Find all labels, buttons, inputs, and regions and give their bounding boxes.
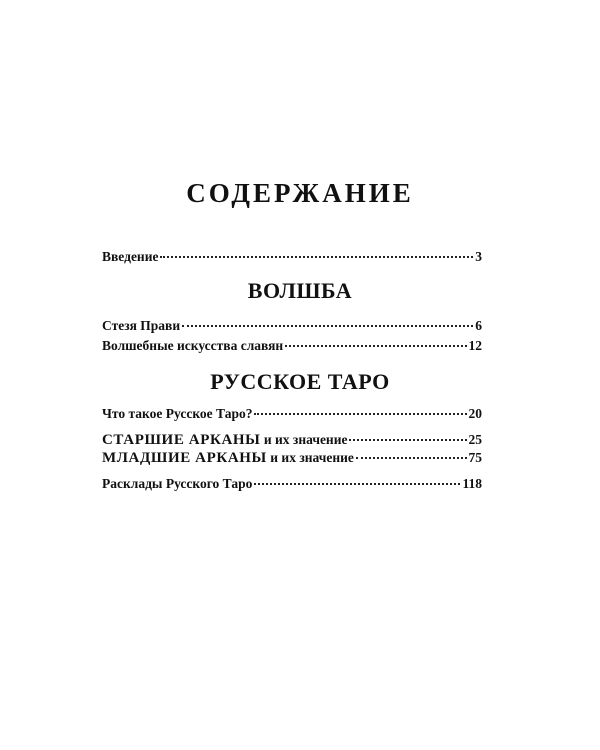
toc-entry-label-caps: СТАРШИЕ АРКАНЫ bbox=[102, 432, 261, 448]
toc-entry-page: 3 bbox=[475, 249, 482, 264]
page-title: СОДЕРЖАНИЕ bbox=[186, 178, 414, 208]
toc-entry-page: 6 bbox=[475, 318, 482, 333]
section-heading-russkoe-taro: РУССКОЕ ТАРО bbox=[210, 369, 390, 394]
dot-leader bbox=[160, 256, 473, 258]
toc-entry-label-rest: и их значение bbox=[266, 450, 354, 465]
toc-entry-label: Волшебные искусства славян bbox=[102, 338, 284, 353]
dot-leader bbox=[254, 483, 460, 485]
dot-leader bbox=[285, 345, 466, 347]
toc-entry bbox=[102, 450, 482, 466]
toc-entry bbox=[102, 476, 482, 492]
toc-entry-label: Расклады Русского Таро bbox=[102, 476, 253, 491]
toc-entry-page: 25 bbox=[468, 432, 482, 447]
toc-entry bbox=[102, 318, 482, 334]
toc-entry-label: Что такое Русское Таро? bbox=[102, 406, 253, 421]
toc-entry-page: 118 bbox=[462, 476, 482, 491]
toc-entry-page: 20 bbox=[468, 406, 482, 421]
toc-entry-label: Введение bbox=[102, 249, 159, 264]
toc-entry-page: 12 bbox=[468, 338, 482, 353]
dot-leader bbox=[182, 325, 473, 327]
toc-entry-label: Стезя Прави bbox=[102, 318, 181, 333]
toc-entry bbox=[102, 338, 482, 354]
dot-leader bbox=[349, 439, 466, 441]
toc-entry-label-caps: МЛАДШИЕ АРКАНЫ bbox=[102, 450, 267, 466]
toc-entry-intro bbox=[102, 249, 482, 265]
toc-entry-page: 75 bbox=[468, 450, 482, 465]
toc-entry-label-rest: и их значение bbox=[260, 432, 348, 447]
toc-entry-label bbox=[102, 432, 347, 448]
toc-entry bbox=[102, 432, 482, 448]
dot-leader bbox=[254, 413, 466, 415]
dot-leader bbox=[356, 457, 467, 459]
toc-entry bbox=[102, 406, 482, 422]
toc-entry-label bbox=[102, 450, 354, 466]
section-heading-volshba: ВОЛШБА bbox=[247, 278, 353, 303]
